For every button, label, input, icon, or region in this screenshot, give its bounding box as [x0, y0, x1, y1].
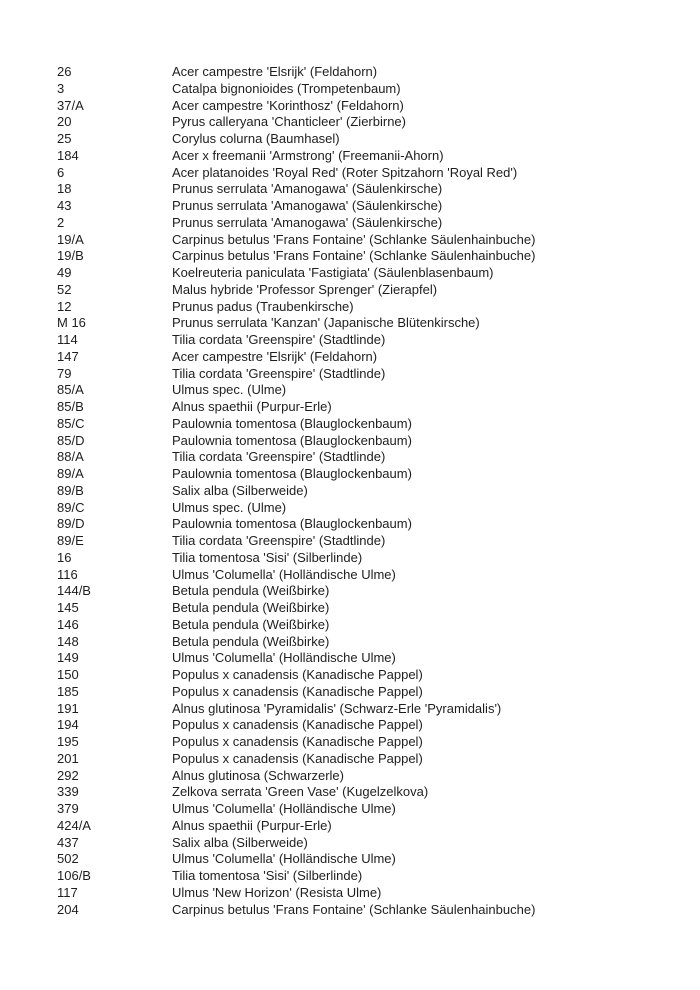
tree-list-row — [57, 617, 690, 634]
tree-species: Alnus glutinosa (Schwarzerle) — [172, 767, 344, 783]
tree-id: 25 — [57, 131, 72, 146]
tree-id: 12 — [57, 298, 72, 314]
tree-list-row — [57, 315, 690, 332]
tree-list-row — [57, 567, 690, 584]
tree-id: 18 — [57, 181, 72, 197]
tree-species: Salix alba (Silberweide) — [172, 482, 308, 498]
tree-id: 292 — [57, 767, 79, 783]
tree-id: 37/A — [57, 97, 84, 113]
tree-list-row — [57, 366, 690, 383]
tree-species: Populus x canadensis (Kanadische Pappel) — [172, 717, 423, 733]
tree-species: Prunus padus (Traubenkirsche) — [172, 298, 354, 314]
tree-id: 79 — [57, 365, 72, 381]
tree-species: Ulmus spec. (Ulme) — [172, 382, 287, 398]
tree-species: Tilia tomentosa 'Sisi' (Silberlinde) — [172, 868, 363, 883]
tree-id: 144/B — [57, 583, 91, 599]
tree-id: 184 — [57, 147, 79, 163]
tree-species: Koelreuteria paniculata 'Fastigiata' (Säulenblasenbaum) — [172, 265, 494, 280]
tree-id: 117 — [57, 884, 78, 900]
tree-list-row — [57, 416, 690, 433]
tree-species: Populus x canadensis (Kanadische Pappel) — [172, 667, 423, 682]
tree-id: 89/E — [57, 533, 84, 548]
tree-id: 150 — [57, 667, 79, 682]
tree-list-row — [57, 64, 690, 81]
tree-list-row — [57, 768, 690, 785]
tree-id: 88/A — [57, 449, 84, 465]
tree-list-row — [57, 299, 690, 316]
tree-species: Carpinus betulus 'Frans Fontaine' (Schlanke Säulenhainbuche) — [172, 248, 536, 264]
tree-species: Paulownia tomentosa (Blauglockenbaum) — [172, 516, 412, 532]
tree-species: Populus x canadensis (Kanadische Pappel) — [172, 734, 423, 749]
tree-id: 3 — [57, 80, 65, 96]
tree-list-row — [57, 349, 690, 366]
tree-list-row — [57, 818, 690, 835]
tree-species: Ulmus 'New Horizon' (Resista Ulme) — [172, 884, 382, 900]
tree-list-row — [57, 868, 690, 885]
tree-list-row — [57, 717, 690, 734]
tree-id: 85/D — [57, 432, 85, 448]
tree-id: 106/B — [57, 868, 91, 883]
tree-id: M 16 — [57, 315, 86, 331]
tree-list-row — [57, 98, 690, 115]
tree-list-row — [57, 215, 690, 232]
tree-species: Acer x freemanii 'Armstrong' (Freemanii-Ahorn) — [172, 147, 444, 163]
tree-species: Prunus serrulata 'Amanogawa' (Säulenkirsche) — [172, 214, 443, 230]
tree-species: Betula pendula (Weißbirke) — [172, 633, 330, 649]
tree-list-row — [57, 500, 690, 517]
tree-list-row — [57, 734, 690, 751]
tree-species: Paulownia tomentosa (Blauglockenbaum) — [172, 432, 412, 448]
tree-list-row — [57, 148, 690, 165]
tree-species: Ulmus 'Columella' (Holländische Ulme) — [172, 851, 396, 867]
tree-species: Ulmus 'Columella' (Holländische Ulme) — [172, 801, 396, 816]
tree-list-row — [57, 433, 690, 450]
tree-species: Alnus spaethii (Purpur-Erle) — [172, 399, 332, 414]
tree-species: Paulownia tomentosa (Blauglockenbaum) — [172, 466, 412, 481]
tree-list-row — [57, 667, 690, 684]
tree-id: 149 — [57, 650, 79, 666]
tree-species: Betula pendula (Weißbirke) — [172, 583, 330, 599]
tree-id: 16 — [57, 549, 72, 565]
tree-id: 146 — [57, 616, 79, 632]
tree-id: 89/B — [57, 482, 84, 498]
tree-id: 85/A — [57, 382, 84, 398]
tree-species: Betula pendula (Weißbirke) — [172, 616, 330, 632]
tree-species: Acer campestre 'Elsrijk' (Feldahorn) — [172, 64, 378, 79]
tree-id: 52 — [57, 281, 72, 297]
tree-id: 148 — [57, 633, 79, 649]
tree-list-row — [57, 533, 690, 550]
tree-species: Zelkova serrata 'Green Vase' (Kugelzelkova) — [172, 784, 429, 800]
tree-species: Tilia cordata 'Greenspire' (Stadtlinde) — [172, 365, 386, 381]
tree-id: 379 — [57, 801, 79, 816]
tree-id: 502 — [57, 851, 79, 867]
tree-list-row — [57, 332, 690, 349]
tree-list-row — [57, 751, 690, 768]
tree-list-row — [57, 265, 690, 282]
tree-id: 26 — [57, 64, 72, 79]
tree-list-row — [57, 248, 690, 265]
tree-list-row — [57, 114, 690, 131]
tree-id: 201 — [57, 750, 79, 766]
tree-list-row — [57, 550, 690, 567]
tree-id: 424/A — [57, 817, 91, 833]
tree-list-row — [57, 701, 690, 718]
tree-id: 49 — [57, 265, 72, 280]
tree-id: 43 — [57, 198, 72, 213]
tree-id: 19/B — [57, 248, 84, 264]
tree-species: Carpinus betulus 'Frans Fontaine' (Schlanke Säulenhainbuche) — [172, 901, 536, 917]
tree-id: 89/D — [57, 516, 85, 532]
tree-species: Ulmus 'Columella' (Holländische Ulme) — [172, 566, 396, 582]
tree-id: 185 — [57, 683, 79, 699]
tree-species: Acer campestre 'Elsrijk' (Feldahorn) — [172, 348, 378, 364]
tree-species: Alnus spaethii (Purpur-Erle) — [172, 817, 332, 833]
tree-species: Catalpa bignonioides (Trompetenbaum) — [172, 80, 401, 96]
tree-species: Prunus serrulata 'Amanogawa' (Säulenkirsche) — [172, 181, 443, 197]
tree-list-row — [57, 232, 690, 249]
tree-id: 89/A — [57, 466, 84, 481]
tree-list-row — [57, 449, 690, 466]
tree-list — [57, 64, 690, 918]
tree-list-row — [57, 583, 690, 600]
tree-list-row — [57, 784, 690, 801]
tree-species: Betula pendula (Weißbirke) — [172, 600, 330, 615]
tree-id: 147 — [57, 348, 79, 364]
tree-species: Ulmus 'Columella' (Holländische Ulme) — [172, 650, 396, 666]
tree-id: 19/A — [57, 231, 84, 247]
tree-species: Acer campestre 'Korinthosz' (Feldahorn) — [172, 97, 404, 113]
tree-id: 339 — [57, 784, 79, 800]
tree-id: 89/C — [57, 499, 85, 515]
tree-id: 145 — [57, 600, 79, 615]
tree-species: Corylus colurna (Baumhasel) — [172, 131, 340, 146]
tree-list-row — [57, 851, 690, 868]
tree-list-row — [57, 131, 690, 148]
tree-species: Populus x canadensis (Kanadische Pappel) — [172, 683, 423, 699]
tree-species: Ulmus spec. (Ulme) — [172, 499, 287, 515]
tree-list-row — [57, 600, 690, 617]
tree-list-row — [57, 282, 690, 299]
tree-species: Paulownia tomentosa (Blauglockenbaum) — [172, 415, 412, 431]
tree-list-row — [57, 684, 690, 701]
tree-species: Salix alba (Silberweide) — [172, 834, 308, 850]
tree-list-row — [57, 466, 690, 483]
tree-list-row — [57, 399, 690, 416]
tree-list-row — [57, 81, 690, 98]
tree-id: 85/C — [57, 415, 85, 431]
tree-list-row — [57, 483, 690, 500]
tree-id: 116 — [57, 566, 78, 582]
tree-species: Carpinus betulus 'Frans Fontaine' (Schlanke Säulenhainbuche) — [172, 231, 536, 247]
tree-list-row — [57, 835, 690, 852]
tree-id: 6 — [57, 164, 65, 180]
tree-id: 437 — [57, 834, 79, 850]
tree-list-row — [57, 902, 690, 919]
tree-id: 85/B — [57, 399, 84, 414]
tree-id: 2 — [57, 214, 65, 230]
tree-species: Tilia cordata 'Greenspire' (Stadtlinde) — [172, 332, 386, 347]
tree-id: 191 — [57, 700, 79, 716]
tree-list-row — [57, 198, 690, 215]
tree-species: Malus hybride 'Professor Sprenger' (Zierapfel) — [172, 281, 438, 297]
tree-species: Prunus serrulata 'Amanogawa' (Säulenkirsche) — [172, 198, 443, 213]
tree-species: Prunus serrulata 'Kanzan' (Japanische Blütenkirsche) — [172, 315, 480, 331]
tree-list-row — [57, 382, 690, 399]
tree-id: 194 — [57, 717, 79, 733]
tree-species: Tilia tomentosa 'Sisi' (Silberlinde) — [172, 549, 363, 565]
tree-id: 114 — [57, 332, 78, 347]
tree-species: Acer platanoides 'Royal Red' (Roter Spitzahorn 'Royal Red') — [172, 164, 518, 180]
tree-species: Populus x canadensis (Kanadische Pappel) — [172, 750, 423, 766]
tree-list-row — [57, 650, 690, 667]
tree-id: 204 — [57, 901, 79, 917]
tree-species: Pyrus calleryana 'Chanticleer' (Zierbirne) — [172, 114, 406, 130]
tree-list-row — [57, 801, 690, 818]
tree-list-row — [57, 516, 690, 533]
tree-list-row — [57, 885, 690, 902]
tree-species: Alnus glutinosa 'Pyramidalis' (Schwarz-Erle 'Pyramidalis') — [172, 700, 502, 716]
tree-species: Tilia cordata 'Greenspire' (Stadtlinde) — [172, 533, 386, 548]
tree-id: 20 — [57, 114, 72, 130]
tree-list-row — [57, 165, 690, 182]
tree-list-row — [57, 181, 690, 198]
tree-species: Tilia cordata 'Greenspire' (Stadtlinde) — [172, 449, 386, 465]
tree-id: 195 — [57, 734, 79, 749]
tree-list-row — [57, 634, 690, 651]
